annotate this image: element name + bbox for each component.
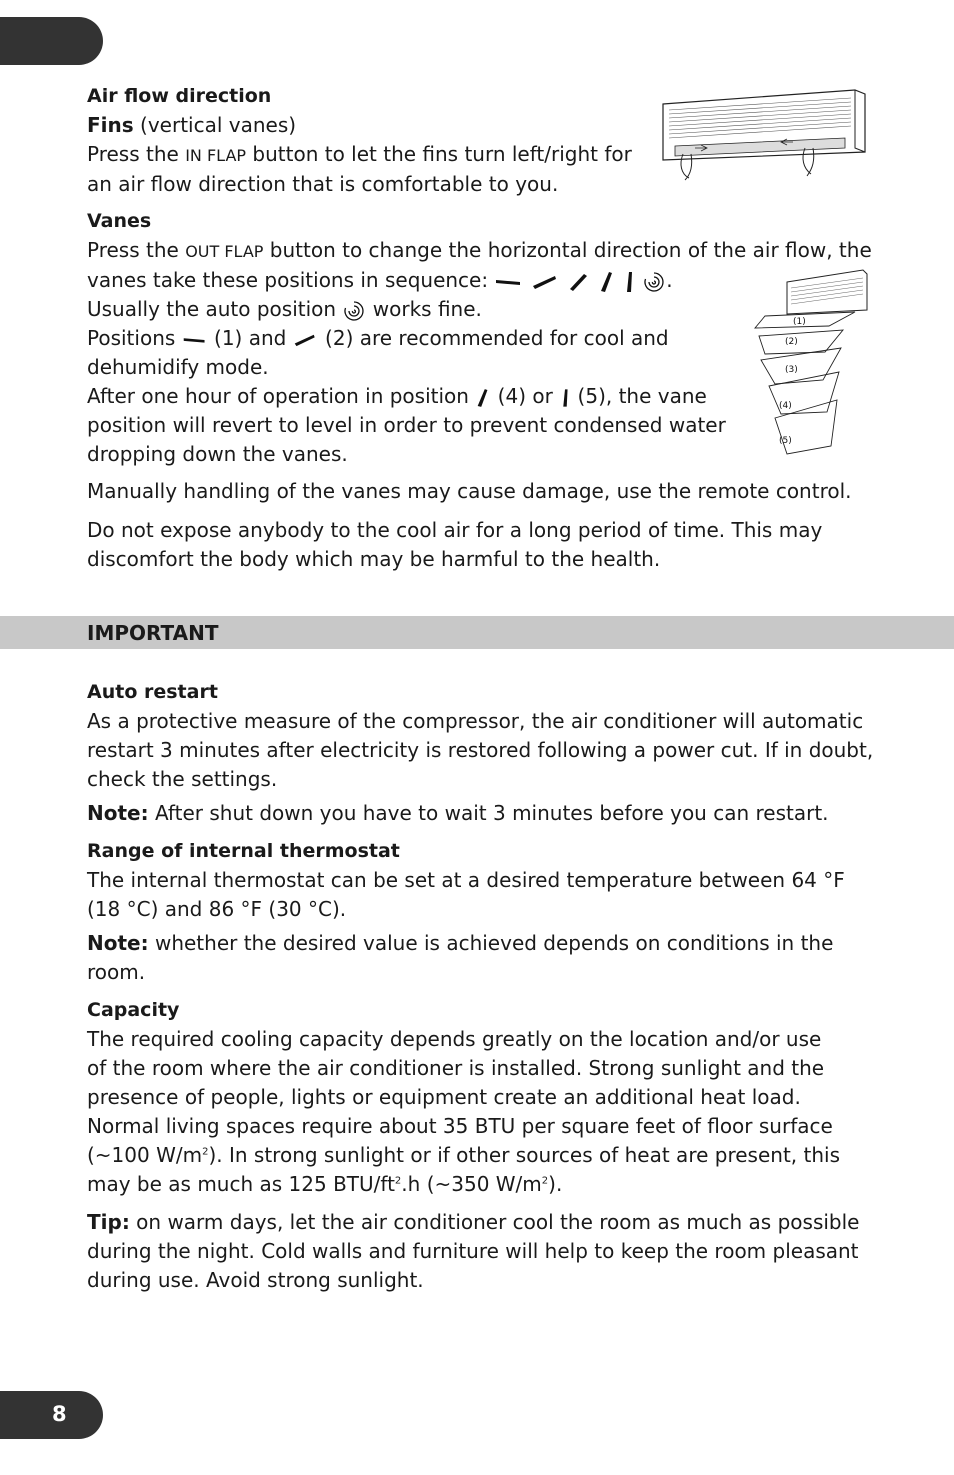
v1a: Press the [87,238,186,262]
cap-5b: ). In strong sunlight or if other sources of heat are present, this [208,1143,840,1167]
important-title: IMPORTANT [87,621,219,645]
fins-line [87,111,632,140]
tip-line-1: on warm days, let the air conditioner cool the room as much as possible [129,1210,860,1234]
vane-position-5-icon [622,270,636,294]
fins-line-2 [87,140,632,170]
range-line-2: (18 °C) and 86 °F (30 °C). [87,897,347,921]
v1b: button to change the horizontal direction of the air flow, the [263,238,872,262]
expose-line-2: discomfort the body which may be harmful to the health. [87,547,661,571]
capacity-section [87,996,840,1199]
auto-restart-section [87,678,873,794]
vane-position-4-icon [475,386,491,410]
air-conditioner-illustration [655,82,870,182]
fig-label-2: (2) [785,337,798,347]
cap-6c: ). [548,1172,563,1196]
page-number: 8 [52,1402,67,1426]
thermostat-heading: Range of internal thermostat [87,840,400,862]
vanes-line-2: vanes take these positions in sequence: . [87,268,673,292]
auto-line-1: As a protective measure of the compressor, the air conditioner will automatic [87,709,864,733]
v4b: (1) and [207,326,293,350]
vanes-line-5: dehumidify mode. [87,355,269,379]
fins-text-b: button to let the fins turn left/right for [246,142,632,166]
cap-sup-2: 2 [394,1175,402,1187]
v3a: Usually the auto position [87,297,343,321]
auto-line-3: check the settings. [87,767,278,791]
out-flap-label: OUT FLAP [185,242,264,261]
tip-line-3: during use. Avoid strong sunlight. [87,1268,424,1292]
note-2 [87,929,833,987]
auto-swirl-icon [642,270,666,294]
v4c: (2) are recommended for cool and [318,326,669,350]
cap-line-2: of the room where the air conditioner is installed. Strong sunlight and the [87,1056,825,1080]
vane-position-1-icon [494,272,524,292]
vanes-line-8: dropping down the vanes. [87,442,348,466]
fig-label-3: (3) [785,365,798,375]
cap-6b: .h (~350 W/m [401,1172,542,1196]
v6c: (5), the vane [571,384,707,408]
cap-sup-3: 2 [541,1175,549,1187]
note-2-text-b: room. [87,960,146,984]
cap-5a: (~100 W/m [87,1143,203,1167]
expose-warning [87,516,822,574]
in-flap-label: IN FLAP [185,146,247,165]
vanes-line-1 [87,236,872,266]
header-tab [0,17,103,65]
vane-position-3-icon [567,271,591,293]
tip-line-2: during the night. Cold walls and furniture will help to keep the room pleasant [87,1239,859,1263]
fig-label-4: (4) [779,401,792,411]
cap-line-4: Normal living spaces require about 35 BTU per square feet of floor surface [87,1114,833,1138]
vane-positions-illustration [745,268,870,463]
cap-sup-1: 2 [202,1146,209,1158]
auto-swirl-icon [342,299,366,323]
vane-position-2-icon [531,272,561,292]
vane-position-5-icon [559,386,571,410]
auto-restart-heading: Auto restart [87,681,218,703]
fig-label-5: (5) [779,436,792,446]
manual-warning: Manually handling of the vanes may cause damage, use the remote control. [87,479,852,503]
vanes-heading: Vanes [87,210,152,232]
airflow-section [87,82,632,199]
tip-label: Tip: [87,1210,130,1234]
fins-label: Fins [87,113,134,137]
note-1-text: After shut down you have to wait 3 minutes before you can restart. [148,801,829,825]
fins-sub: (vertical vanes) [133,113,297,137]
cap-6a: may be as much as 125 BTU/ft [87,1172,395,1196]
vane-position-2-icon [293,331,319,349]
capacity-heading: Capacity [87,999,180,1021]
v6b: (4) or [491,384,560,408]
v4a: Positions [87,326,182,350]
note-1 [87,799,829,828]
cap-line-5 [87,1141,840,1170]
cap-line-6 [87,1170,840,1199]
vane-position-4-icon [598,270,616,294]
range-line-1: The internal thermostat can be set at a desired temperature between 64 °F [87,868,845,892]
note-label: Note: [87,931,149,955]
fins-text-a: Press the [87,142,186,166]
note-2-text-a: whether the desired value is achieved depends on conditions in the [148,931,834,955]
cap-line-1: The required cooling capacity depends greatly on the location and/or use [87,1027,822,1051]
expose-line-1: Do not expose anybody to the cool air for a long period of time. This may [87,518,823,542]
cap-line-3: presence of people, lights or equipment create an additional heat load. [87,1085,801,1109]
thermostat-section [87,837,845,924]
fig-label-1: (1) [793,317,806,327]
airflow-heading: Air flow direction [87,85,272,107]
v2: vanes take these positions in sequence: [87,268,495,292]
v6a: After one hour of operation in position [87,384,476,408]
vanes-line-7: position will revert to level in order to prevent condensed water [87,413,726,437]
vane-position-1-icon [182,331,208,349]
v3b: works fine. [366,297,482,321]
tip-section [87,1208,859,1295]
note-label: Note: [87,801,149,825]
auto-line-2: restart 3 minutes after electricity is restored following a power cut. If in doubt, [87,738,874,762]
fins-line-3: an air flow direction that is comfortable to you. [87,172,559,196]
